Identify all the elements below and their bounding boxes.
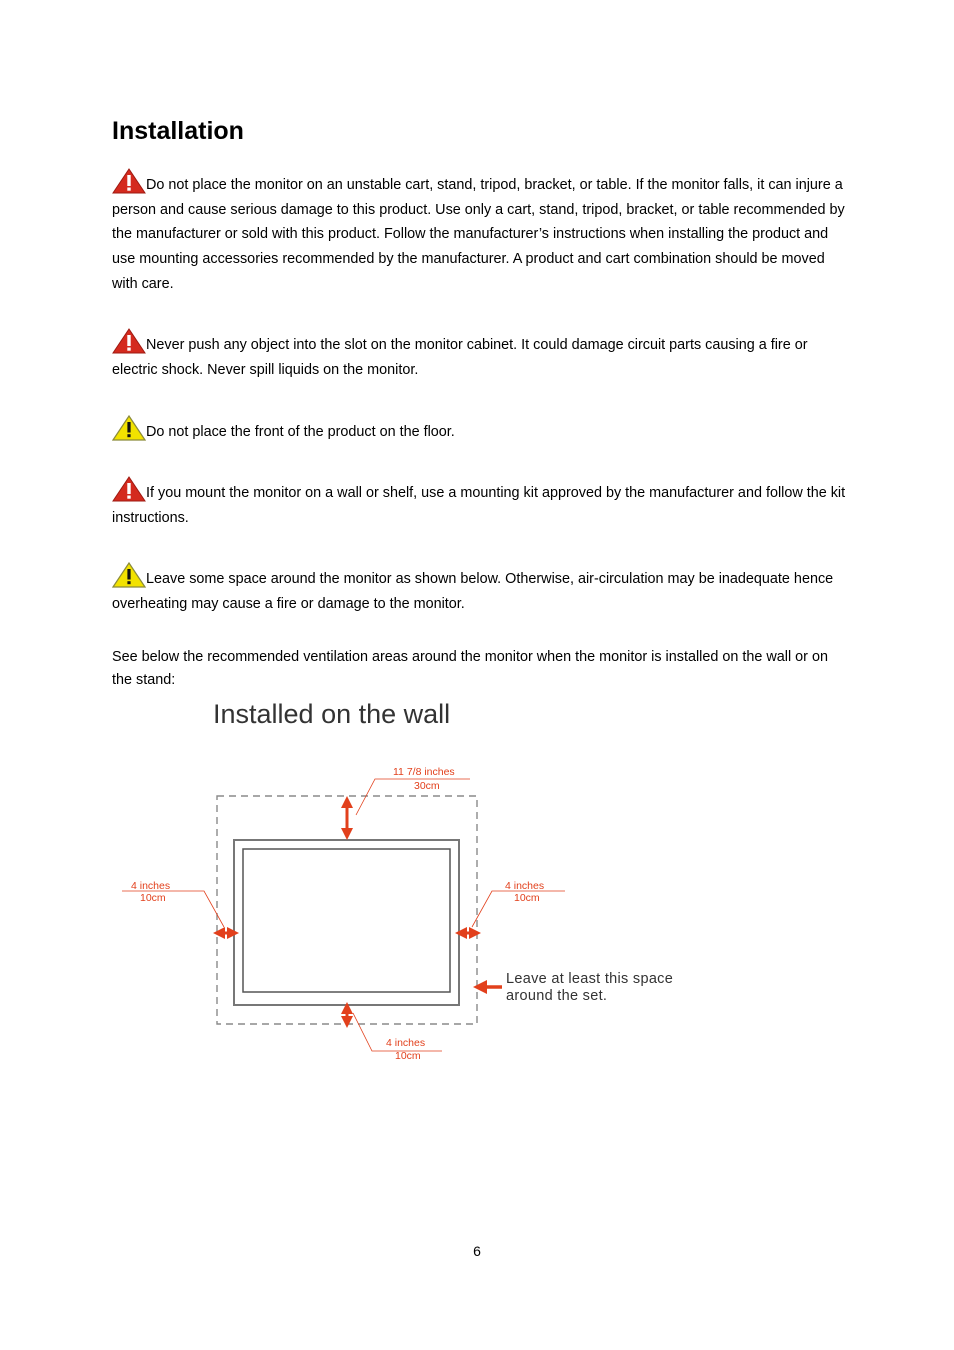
warning-text: Do not place the monitor on an unstable cart, stand, tripod, bracket, or table. If the monitor falls, it can injure a person and cause serious damage to this product. Use only a cart, stand, tripod, bracket, or table recommended by the manufacturer or sold with this product. Follow the manufacturer’s instructions when installing the product and use mounting accessories recommended by the manufacturer. A product and cart combination should be moved with care. [112,177,845,292]
warning-slot-objects [112,328,847,382]
red-warning-icon [112,476,146,502]
warning-unstable-surface [112,168,847,297]
monitor-screen [243,849,450,992]
top-label-cm: 30cm [414,780,440,792]
warning-text: Leave some space around the monitor as shown below. Otherwise, air-circulation may be inadequate hence overheating may cause a fire or damage to the monitor. [112,571,834,612]
diagram-heading: Installed on the wall [213,699,451,729]
page-title: Installation [112,117,244,145]
bottom-label-inches: 4 inches [386,1037,426,1049]
right-label-inches: 4 inches [505,880,545,892]
yellow-caution-icon [112,562,146,588]
left-label-inches: 4 inches [131,880,171,892]
bottom-label-cm: 10cm [395,1050,421,1062]
note-line-2: around the set. [506,988,608,1004]
warning-text: If you mount the monitor on a wall or shelf, use a mounting kit approved by the manufacturer and follow the kit instructions. [112,485,846,526]
warning-front-floor [112,415,847,445]
page-number: 6 [473,1243,481,1259]
note-line-1: Leave at least this space [506,971,674,987]
warning-text: Never push any object into the slot on the monitor cabinet. It could damage circuit parts causing a fire or electric shock. Never spill liquids on the monitor. [112,337,808,378]
top-leader-line [356,779,470,815]
red-warning-icon [112,328,146,354]
right-label-cm: 10cm [514,892,540,904]
warning-wall-mount [112,476,847,530]
yellow-caution-icon [112,415,146,441]
left-leader-line [122,891,224,927]
left-label-cm: 10cm [140,892,166,904]
red-warning-icon [112,168,146,194]
warning-ventilation-space [112,562,847,616]
top-label-inches: 11 7/8 inches [393,766,455,778]
wall-installation-diagram [110,695,710,1070]
warning-text: Do not place the front of the product on the floor. [146,424,455,440]
ventilation-intro: See below the recommended ventilation areas around the monitor when the monitor is installed on the wall or on the stand: [112,649,828,688]
